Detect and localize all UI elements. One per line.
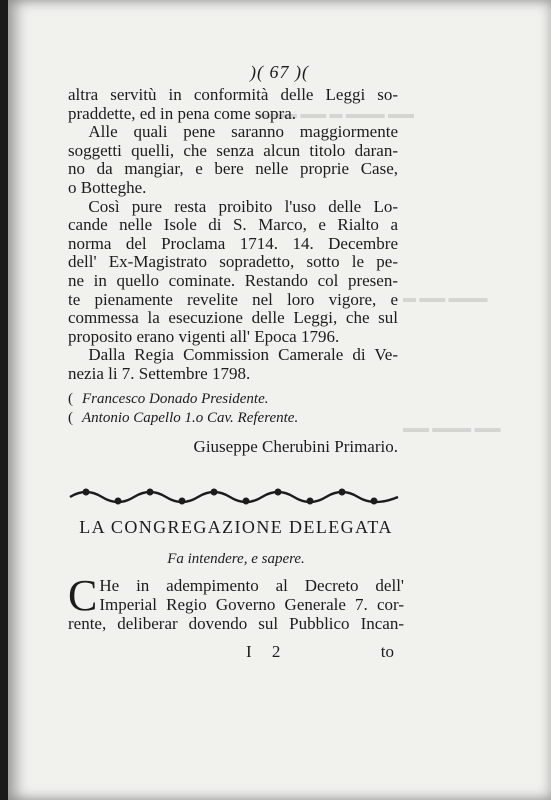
text-line: praddette, ed in pena come sopra. [68,103,296,123]
signatories [68,390,398,428]
secretary: Giuseppe Cherubini Primario. [193,436,398,456]
signature-line [68,642,404,662]
text-line: altra servitù in conformità delle Leggi so- [68,85,398,104]
section-title: LA CONGREGAZIONE DELEGATA [79,517,393,537]
text-line: nezia li 7. Settembre 1798. [68,363,251,383]
bleed-through: ▬▬▬ ▬▬ ▬ [403,290,488,305]
text-line: proposito erano vigenti all' Epoca 1796. [68,326,340,346]
text-line: te pienamente revelite nel loro vigore, e [68,289,398,309]
text-line: no da mangiar, e bere nelle proprie Case, [68,159,398,179]
text-line: ne in quello cominate. Restando col presen- [68,270,398,290]
brace-glyph: ( [68,409,73,426]
paragraph [68,123,398,197]
text-line: dell' Ex-Magistrato sopradetto, sotto le pe- [68,252,398,272]
catchword: to [380,642,394,661]
signatory: Francesco Donado Presidente. [82,390,269,407]
text-line: Alle quali pene saranno maggiormente [88,122,398,142]
section-subtitle: Fa intendere, e sapere. [167,551,305,567]
text-line: Dalla Regia Commission Camerale di Ve- [88,345,398,365]
drop-cap: C [68,571,98,620]
text-line: commessa la esecuzione delle Leggi, che sul [68,308,398,328]
text-line: Così pure resta proibito l'uso delle Lo- [88,196,398,216]
body-text [68,86,398,456]
book-page [8,0,551,800]
decree-text [68,571,404,633]
signatory: Antonio Capello 1.o Cav. Referente. [82,409,299,426]
text-line: He in adempimento al Decreto dell' [99,576,404,595]
text-line: o Botteghe. [68,177,147,197]
page-header: )( 67 )( [250,62,309,82]
text-line: rente, deliberar dovendo sul Pubblico Incan- [68,614,404,633]
ornament-divider [66,485,402,507]
paragraph [68,198,398,347]
signature-mark: I 2 [246,642,289,661]
bleed-through: ▬▬ ▬▬▬ ▬ ▬▬ ▬▬▬ [258,106,414,121]
brace-glyph: ( [68,390,73,407]
text-line: Imperial Regio Governo Generale 7. cor- [99,595,404,614]
paragraph [68,86,398,123]
bleed-through: ▬▬ ▬▬▬ ▬▬ [403,420,501,435]
dated-line [68,346,398,383]
text-line: soggetti quelli, che senza alcun titolo daran- [68,140,398,160]
text-line: norma del Proclama 1714. 14. Decembre [68,233,398,253]
text-line: cande nelle Isole di S. Marco, e Rialto a [68,215,398,235]
